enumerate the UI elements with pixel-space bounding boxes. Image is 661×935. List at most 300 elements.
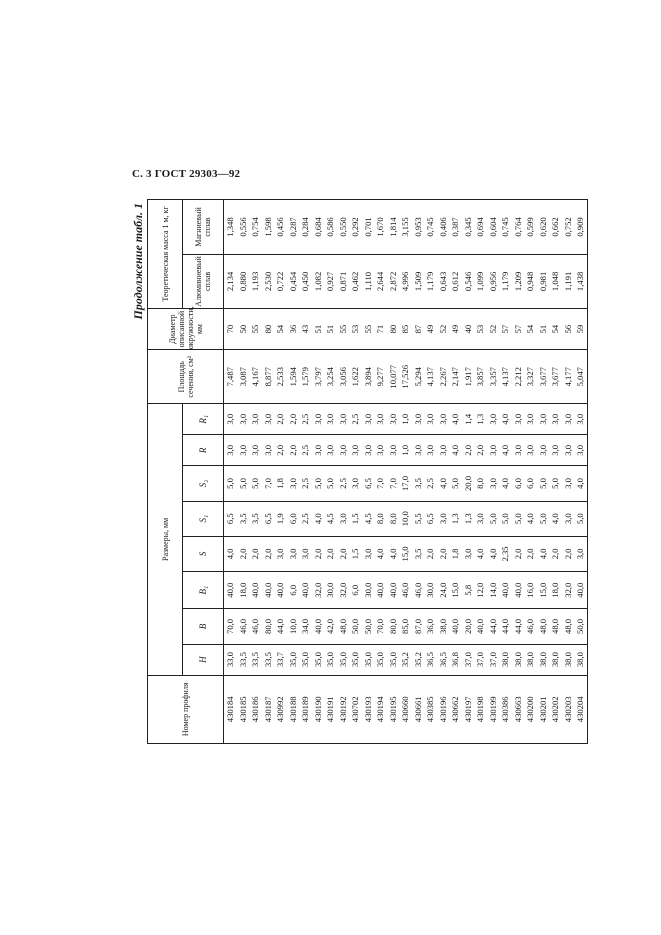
cell-R-7: 3,0	[312, 444, 323, 456]
cell-area-18: 2,147	[450, 367, 460, 387]
header-magnesium: Магниевый сплав	[183, 200, 224, 255]
cell-S-19: 3,0	[462, 548, 473, 560]
cell-S-7: 2,0	[312, 548, 323, 560]
cell-R-21: 3,0	[487, 444, 498, 456]
column-B1	[224, 572, 588, 609]
cell-S1-25: 5,0	[537, 513, 548, 525]
cell-mass_aluminium-11: 1,110	[362, 271, 373, 291]
cell-profile-21: 430199	[487, 696, 498, 723]
cell-S-1: 2,0	[237, 548, 248, 560]
cell-circle_diameter-28: 59	[575, 324, 585, 334]
cell-R-25: 3,0	[537, 444, 548, 456]
cell-S1-28: 5,0	[575, 513, 585, 525]
cell-area-25: 3,677	[537, 367, 548, 387]
cell-area-12: 9,277	[375, 367, 385, 387]
cell-area-14: 17,526	[400, 364, 410, 389]
cell-R-26: 3,0	[550, 444, 560, 456]
cell-B-14: 85,0	[400, 618, 410, 634]
cell-area-28: 5,047	[575, 367, 585, 387]
cell-circle_diameter-1: 50	[237, 324, 248, 334]
cell-profile-8: 430191	[325, 696, 335, 723]
cell-S-21: 4,0	[487, 548, 498, 560]
cell-S-3: 2,0	[262, 548, 273, 560]
cell-B1-14: 46,0	[400, 582, 410, 598]
cell-profile-4: 430992	[275, 696, 285, 723]
cell-S2-13: 7,0	[387, 478, 398, 489]
cell-R1-18: 4,0	[450, 413, 460, 425]
cell-area-21: 3,357	[487, 367, 498, 387]
cell-profile-23: 430663	[512, 696, 523, 723]
cell-R-12: 3,0	[375, 444, 385, 456]
cell-mass_magnesium-7: 0,684	[312, 217, 323, 237]
cell-S2-23: 6,0	[512, 478, 523, 489]
header-sizes-group: Размеры, мм	[148, 404, 183, 675]
cell-H-16: 36,5	[425, 652, 435, 668]
cell-R-6: 2,5	[300, 444, 310, 456]
cell-S1-4: 1,9	[275, 513, 285, 525]
cell-B1-8: 30,0	[325, 582, 335, 598]
cell-S-22: 2,35	[500, 546, 510, 562]
cell-S-10: 1,5	[350, 548, 360, 560]
cell-S1-9: 3,0	[337, 513, 348, 525]
cell-B-2: 46,0	[250, 618, 260, 634]
cell-B1-3: 40,0	[262, 582, 273, 598]
cell-mass_aluminium-13: 2,872	[387, 271, 398, 292]
cell-B1-11: 30,0	[362, 582, 373, 598]
header-aluminium: Алюминиевый сплав	[183, 254, 224, 308]
cell-mass_magnesium-28: 0,909	[575, 217, 585, 237]
cell-B-1: 46,0	[237, 618, 248, 634]
cell-S1-12: 8,0	[375, 513, 385, 525]
cell-S-17: 2,0	[437, 548, 448, 560]
cell-circle_diameter-19: 40	[462, 324, 473, 334]
cell-R1-26: 3,0	[550, 413, 560, 425]
cell-B-22: 44,0	[500, 618, 510, 634]
column-H	[224, 644, 588, 675]
cell-mass_magnesium-12: 1,670	[375, 217, 385, 237]
column-S1	[224, 501, 588, 536]
cell-profile-12: 430194	[375, 696, 385, 723]
cell-R1-15: 3,0	[412, 413, 423, 425]
cell-S-20: 4,0	[475, 548, 485, 560]
cell-mass_aluminium-22: 1,179	[500, 271, 510, 292]
cell-mass_aluminium-19: 0,546	[462, 271, 473, 292]
cell-B-24: 46,0	[525, 618, 535, 634]
cell-B-7: 40,0	[312, 618, 323, 634]
page-header: С. 3 ГОСТ 29303—92	[132, 168, 241, 180]
cell-mass_aluminium-4: 0,722	[275, 271, 285, 292]
cell-S-25: 4,0	[537, 548, 548, 560]
cell-B-15: 87,0	[412, 618, 423, 634]
cell-R1-6: 2,5	[300, 413, 310, 425]
cell-B-8: 42,0	[325, 618, 335, 634]
cell-S1-10: 1,5	[350, 513, 360, 525]
cell-circle_diameter-7: 51	[312, 324, 323, 334]
cell-mass_aluminium-2: 1,193	[250, 271, 260, 292]
cell-circle_diameter-9: 55	[337, 324, 348, 334]
cell-R-28: 3,0	[575, 444, 585, 456]
cell-mass_aluminium-17: 0,643	[437, 271, 448, 292]
cell-B1-28: 40,0	[575, 582, 585, 598]
cell-S2-5: 3,0	[287, 478, 298, 489]
cell-H-15: 35,2	[412, 652, 423, 668]
header-B1: B₁	[183, 572, 224, 609]
cell-B1-4: 40,0	[275, 582, 285, 598]
cell-mass_aluminium-7: 1,082	[312, 271, 323, 292]
cell-H-14: 35,2	[400, 652, 410, 668]
cell-profile-15: 430661	[412, 696, 423, 723]
cell-profile-27: 430203	[562, 696, 573, 723]
cell-R-24: 3,0	[525, 444, 535, 456]
cell-circle_diameter-15: 87	[412, 324, 423, 334]
cell-B1-7: 32,0	[312, 582, 323, 598]
cell-mass_aluminium-26: 1,048	[550, 271, 560, 292]
cell-B-26: 48,0	[550, 618, 560, 634]
cell-mass_aluminium-20: 1,099	[475, 271, 485, 292]
cell-S2-4: 1,8	[275, 478, 285, 489]
cell-profile-11: 430193	[362, 696, 373, 723]
cell-B-12: 70,0	[375, 618, 385, 634]
cell-circle_diameter-4: 54	[275, 324, 285, 334]
cell-mass_magnesium-4: 0,456	[275, 217, 285, 237]
cell-R1-10: 2,5	[350, 413, 360, 425]
cell-mass_aluminium-1: 0,880	[237, 271, 248, 292]
cell-B1-25: 15,0	[537, 582, 548, 598]
cell-R1-28: 3,0	[575, 413, 585, 425]
cell-B1-6: 40,0	[300, 582, 310, 598]
column-mass-magnesium	[224, 200, 588, 255]
cell-H-3: 33,5	[262, 652, 273, 668]
cell-B1-18: 15,0	[450, 582, 460, 598]
cell-R1-0: 3,0	[225, 413, 235, 425]
cell-profile-26: 430202	[550, 696, 560, 723]
cell-circle_diameter-23: 57	[512, 324, 523, 334]
column-B	[224, 609, 588, 644]
cell-R-23: 3,0	[512, 444, 523, 456]
cell-area-5: 1,594	[287, 367, 298, 387]
cell-R-1: 3,0	[237, 444, 248, 456]
cell-S2-7: 5,0	[312, 478, 323, 489]
cell-R1-14: 1,0	[400, 413, 410, 425]
cell-mass_aluminium-6: 0,450	[300, 271, 310, 292]
cell-R-8: 3,0	[325, 444, 335, 456]
cell-B1-2: 40,0	[250, 582, 260, 598]
cell-H-8: 35,0	[325, 652, 335, 668]
cell-H-1: 33,5	[237, 652, 248, 668]
cell-H-7: 35,0	[312, 652, 323, 668]
cell-B-3: 80,0	[262, 618, 273, 634]
cell-profile-25: 430201	[537, 696, 548, 723]
cell-mass_magnesium-19: 0,345	[462, 217, 473, 237]
cell-S1-7: 4,0	[312, 513, 323, 525]
cell-profile-24: 430200	[525, 696, 535, 723]
cell-circle_diameter-20: 53	[475, 324, 485, 334]
cell-area-19: 1,917	[462, 367, 473, 387]
cell-profile-16: 430385	[425, 696, 435, 723]
cell-mass_aluminium-27: 1,191	[562, 271, 573, 292]
cell-S2-1: 5,0	[237, 478, 248, 489]
cell-mass_magnesium-17: 0,406	[437, 217, 448, 237]
cell-H-18: 36,8	[450, 652, 460, 668]
column-S2	[224, 466, 588, 501]
cell-R-5: 2,0	[287, 444, 298, 456]
cell-profile-1: 430185	[237, 696, 248, 723]
cell-mass_magnesium-13: 1,814	[387, 217, 398, 237]
cell-mass_magnesium-11: 0,701	[362, 217, 373, 237]
cell-S1-20: 3,0	[475, 513, 485, 525]
cell-H-21: 37,0	[487, 652, 498, 668]
cell-S2-19: 20,0	[462, 475, 473, 492]
cell-B1-20: 12,0	[475, 582, 485, 598]
cell-S1-6: 2,5	[300, 513, 310, 525]
cell-profile-6: 430189	[300, 696, 310, 723]
cell-S2-9: 2,5	[337, 478, 348, 489]
cell-profile-10: 430702	[350, 696, 360, 723]
cell-R1-19: 1,4	[462, 413, 473, 425]
cell-R1-27: 3,0	[562, 413, 573, 425]
cell-profile-9: 430192	[337, 696, 348, 723]
cell-area-10: 1,622	[350, 367, 360, 387]
cell-S-13: 4,0	[387, 548, 398, 560]
cell-B1-24: 16,0	[525, 582, 535, 598]
cell-R1-25: 3,0	[537, 413, 548, 425]
cell-R1-1: 3,0	[237, 413, 248, 425]
cell-H-4: 33,7	[275, 652, 285, 668]
cell-S1-26: 4,0	[550, 513, 560, 525]
cell-S1-8: 4,5	[325, 513, 335, 525]
column-S	[224, 536, 588, 571]
cell-mass_aluminium-0: 2,134	[225, 271, 235, 292]
cell-B1-12: 40,0	[375, 582, 385, 598]
cell-R-18: 4,0	[450, 444, 460, 456]
cell-mass_aluminium-24: 0,948	[525, 271, 535, 292]
cell-circle_diameter-0: 70	[225, 324, 235, 334]
cell-R-20: 2,0	[475, 444, 485, 456]
cell-H-9: 35,0	[337, 652, 348, 668]
cell-mass_magnesium-6: 0,284	[300, 217, 310, 237]
cell-circle_diameter-3: 80	[262, 324, 273, 334]
cell-B-6: 34,0	[300, 618, 310, 634]
cell-mass_magnesium-22: 0,745	[500, 217, 510, 237]
cell-R-15: 3,0	[412, 444, 423, 456]
cell-S2-3: 7,0	[262, 478, 273, 489]
cell-H-11: 35,0	[362, 652, 373, 668]
cell-R1-7: 3,0	[312, 413, 323, 425]
cell-mass_aluminium-10: 0,462	[350, 271, 360, 292]
cell-mass_aluminium-8: 0,927	[325, 271, 335, 292]
cell-B1-9: 32,0	[337, 582, 348, 598]
cell-mass_aluminium-14: 4,996	[400, 271, 410, 292]
cell-mass_aluminium-9: 0,871	[337, 271, 348, 292]
cell-profile-3: 430187	[262, 696, 273, 723]
cell-H-20: 37,0	[475, 652, 485, 668]
cell-S-14: 15,0	[400, 546, 410, 562]
cell-B-20: 40,0	[475, 618, 485, 634]
cell-B-0: 70,0	[225, 618, 235, 634]
cell-R1-12: 3,0	[375, 413, 385, 425]
cell-R-27: 3,0	[562, 444, 573, 456]
cell-R1-24: 3,0	[525, 413, 535, 425]
cell-S1-15: 5,5	[412, 513, 423, 525]
cell-R-2: 3,0	[250, 444, 260, 456]
cell-B-10: 50,0	[350, 618, 360, 634]
header-S: S	[183, 536, 224, 571]
cell-S-16: 2,0	[425, 548, 435, 560]
cell-S2-6: 2,5	[300, 478, 310, 489]
cell-area-2: 4,167	[250, 367, 260, 387]
cell-circle_diameter-24: 54	[525, 324, 535, 334]
cell-B1-15: 46,0	[412, 582, 423, 598]
cell-S-2: 2,0	[250, 548, 260, 560]
cell-S2-24: 6,0	[525, 478, 535, 489]
cell-mass_aluminium-21: 0,956	[487, 271, 498, 292]
cell-S2-10: 3,0	[350, 478, 360, 489]
cell-mass_magnesium-21: 0,604	[487, 217, 498, 237]
cell-mass_magnesium-10: 0,292	[350, 217, 360, 237]
cell-circle_diameter-11: 55	[362, 324, 373, 334]
cell-area-3: 8,877	[262, 367, 273, 387]
cell-circle_diameter-26: 54	[550, 324, 560, 334]
cell-mass_magnesium-26: 0,662	[550, 217, 560, 237]
cell-S2-15: 3,5	[412, 478, 423, 489]
cell-S2-22: 4,0	[500, 478, 510, 489]
cell-S2-0: 5,0	[225, 478, 235, 489]
cell-S2-16: 2,5	[425, 478, 435, 489]
cell-R1-20: 1,3	[475, 413, 485, 425]
cell-S-23: 2,0	[512, 548, 523, 560]
cell-S1-16: 6,5	[425, 513, 435, 525]
cell-profile-17: 430196	[437, 696, 448, 723]
cell-R-4: 2,0	[275, 444, 285, 456]
cell-S2-2: 5,0	[250, 478, 260, 489]
column-mass-aluminium	[224, 254, 588, 308]
cell-S-4: 3,0	[275, 548, 285, 560]
column-circle-diameter	[224, 308, 588, 349]
cell-profile-28: 430204	[575, 696, 585, 723]
cell-R1-21: 3,0	[487, 413, 498, 425]
cell-S-6: 3,0	[300, 548, 310, 560]
cell-profile-14: 430660	[400, 696, 410, 723]
cell-B-11: 50,0	[362, 618, 373, 634]
continuation-title: Продолжение табл. 1	[131, 203, 145, 320]
cell-mass_magnesium-24: 0,599	[525, 217, 535, 237]
cell-area-4: 2,533	[275, 367, 285, 387]
cell-B-23: 44,0	[512, 618, 523, 634]
cell-R-3: 3,0	[262, 444, 273, 456]
cell-mass_magnesium-18: 0,387	[450, 217, 460, 237]
header-R: R	[183, 435, 224, 466]
cell-R1-3: 3,0	[262, 413, 273, 425]
cell-H-6: 35,0	[300, 652, 310, 668]
cell-area-20: 3,857	[475, 367, 485, 387]
cell-B1-1: 18,0	[237, 582, 248, 598]
cell-circle_diameter-21: 52	[487, 324, 498, 334]
cell-S2-8: 5,0	[325, 478, 335, 489]
cell-S1-5: 6,0	[287, 513, 298, 525]
cell-H-24: 38,0	[525, 652, 535, 668]
cell-H-0: 33,0	[225, 652, 235, 668]
cell-S-27: 2,0	[562, 548, 573, 560]
cell-mass_magnesium-1: 0,556	[237, 217, 248, 237]
cell-B1-27: 32,0	[562, 582, 573, 598]
cell-R-9: 3,0	[337, 444, 348, 456]
cell-B-16: 36,0	[425, 618, 435, 634]
cell-S1-27: 3,0	[562, 513, 573, 525]
cell-mass_magnesium-15: 0,953	[412, 217, 423, 237]
cell-R1-23: 3,0	[512, 413, 523, 425]
cell-circle_diameter-12: 71	[375, 324, 385, 334]
cell-circle_diameter-6: 43	[300, 324, 310, 334]
cell-B1-17: 24,0	[437, 582, 448, 598]
cell-B1-16: 30,0	[425, 582, 435, 598]
cell-mass_magnesium-14: 3,155	[400, 217, 410, 237]
cell-S-26: 2,0	[550, 548, 560, 560]
cell-H-5: 35,0	[287, 652, 298, 668]
cell-R1-5: 2,0	[287, 413, 298, 425]
cell-S1-24: 4,0	[525, 513, 535, 525]
header-S2: S₂	[183, 466, 224, 501]
cell-mass_magnesium-20: 0,694	[475, 217, 485, 237]
cell-area-11: 3,894	[362, 367, 373, 387]
cell-circle_diameter-8: 51	[325, 324, 335, 334]
cell-S2-25: 5,0	[537, 478, 548, 489]
column-R	[224, 435, 588, 466]
cell-S-9: 2,0	[337, 548, 348, 560]
cell-H-13: 35,0	[387, 652, 398, 668]
cell-S-0: 4,0	[225, 548, 235, 560]
cell-area-0: 7,487	[225, 367, 235, 387]
cell-circle_diameter-13: 80	[387, 324, 398, 334]
cell-S2-20: 8,0	[475, 478, 485, 489]
cell-circle_diameter-27: 56	[562, 324, 573, 334]
cell-mass_aluminium-25: 0,981	[537, 271, 548, 292]
cell-profile-2: 430186	[250, 696, 260, 723]
cell-S1-21: 5,0	[487, 513, 498, 525]
cell-R1-13: 3,0	[387, 413, 398, 425]
cell-R-17: 3,0	[437, 444, 448, 456]
cell-S-12: 4,0	[375, 548, 385, 560]
cell-H-19: 37,0	[462, 652, 473, 668]
cell-area-26: 3,677	[550, 367, 560, 387]
cell-B-21: 44,0	[487, 618, 498, 634]
cell-B1-19: 5,8	[462, 584, 473, 596]
cell-mass_aluminium-28: 1,438	[575, 271, 585, 292]
cell-S1-0: 6,5	[225, 513, 235, 525]
cell-R-19: 2,0	[462, 444, 473, 456]
cell-S2-12: 7,0	[375, 478, 385, 489]
cell-S1-14: 10,0	[400, 511, 410, 527]
cell-area-22: 4,137	[500, 367, 510, 387]
cell-H-26: 38,0	[550, 652, 560, 668]
cell-S2-28: 4,0	[575, 478, 585, 489]
cell-H-2: 33,5	[250, 652, 260, 668]
cell-S-24: 2,0	[525, 548, 535, 560]
profiles-table	[147, 199, 588, 744]
cell-B1-13: 40,0	[387, 582, 398, 598]
cell-area-16: 4,137	[425, 367, 435, 387]
cell-area-24: 3,327	[525, 367, 535, 387]
cell-S-5: 3,0	[287, 548, 298, 560]
cell-H-23: 38,0	[512, 652, 523, 668]
cell-area-13: 10,077	[387, 364, 398, 389]
cell-mass_magnesium-8: 0,586	[325, 217, 335, 237]
cell-S1-22: 5,0	[500, 513, 510, 525]
cell-mass_magnesium-3: 1,598	[262, 217, 273, 237]
cell-profile-5: 430188	[287, 696, 298, 723]
cell-B-17: 38,0	[437, 618, 448, 634]
cell-H-25: 38,0	[537, 652, 548, 668]
cell-S-18: 1,8	[450, 548, 460, 560]
